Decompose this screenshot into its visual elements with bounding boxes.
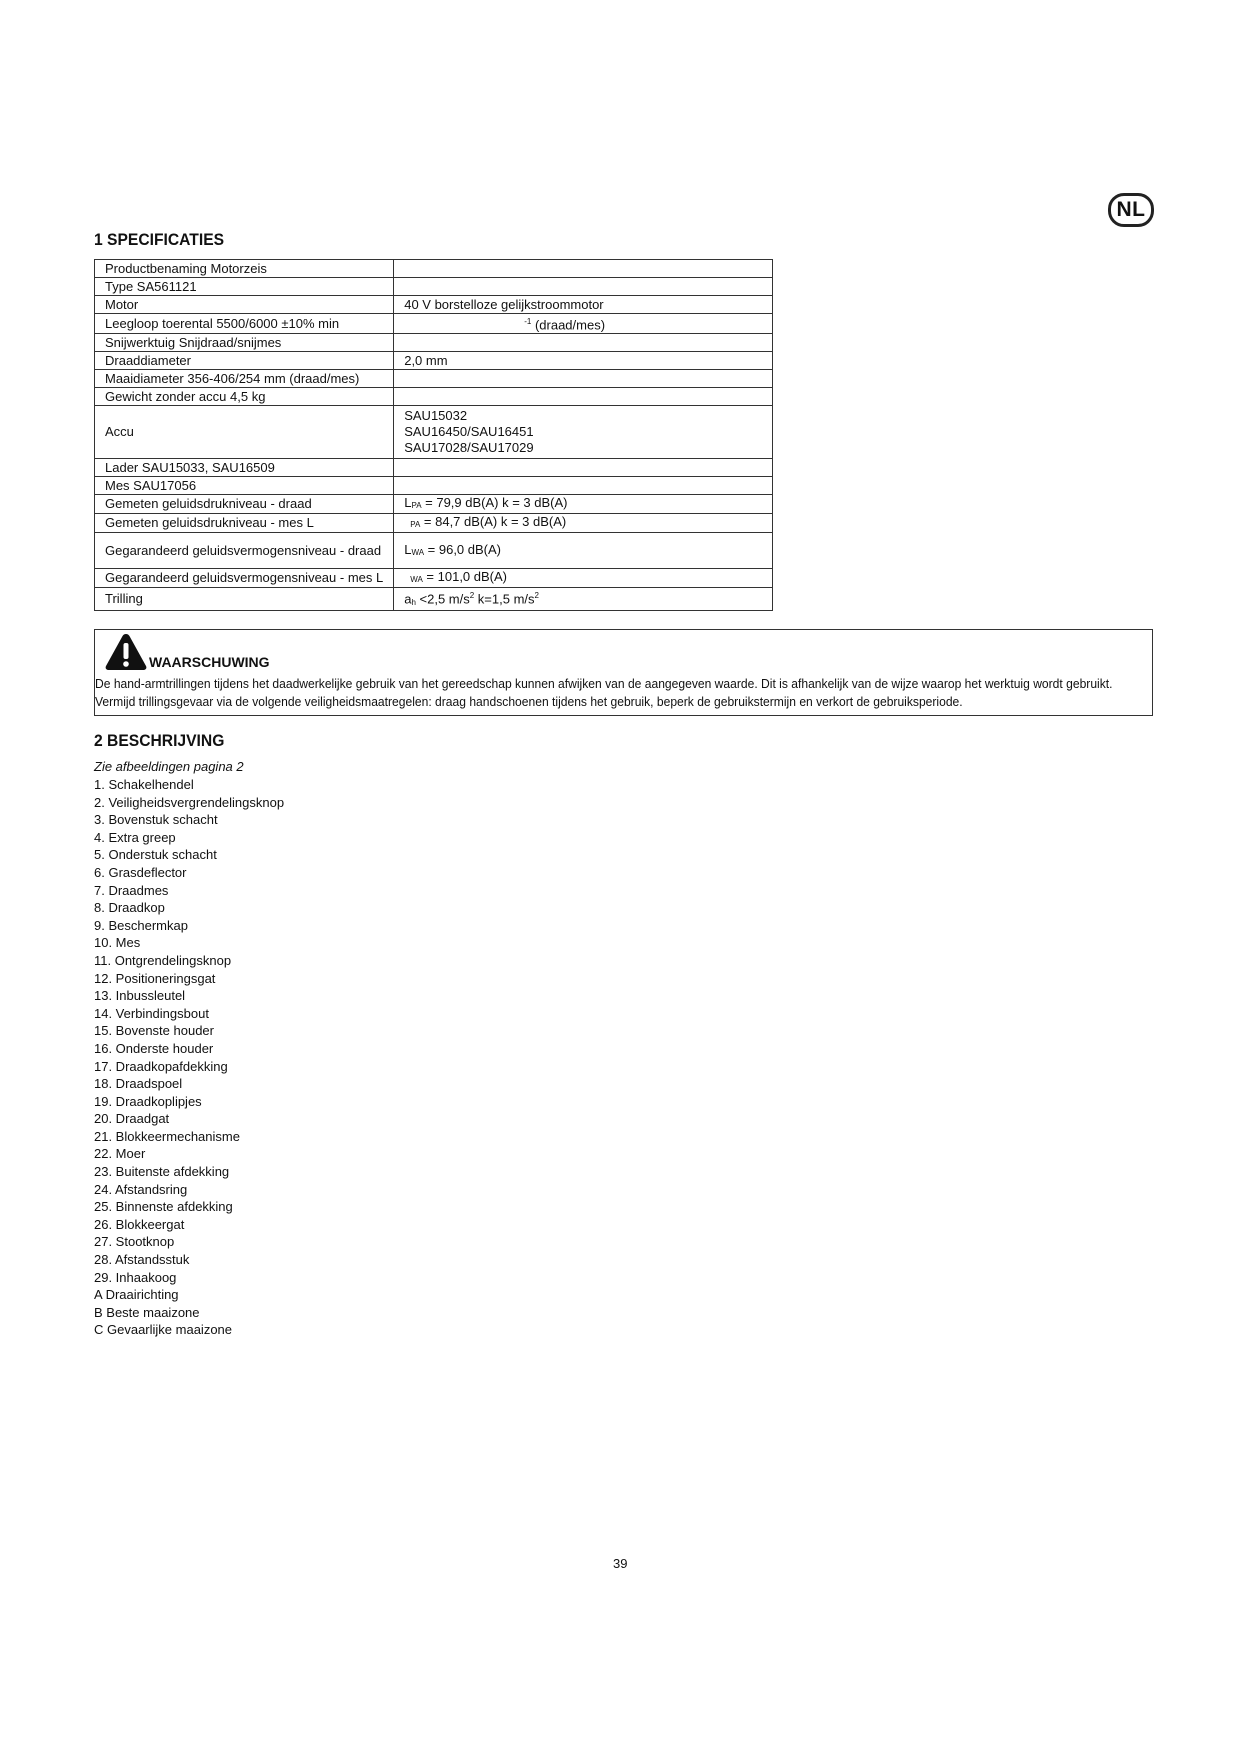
list-item: 10. Mes xyxy=(94,935,141,951)
spec-value: 40 V borstelloze gelijkstroommotor xyxy=(394,296,773,314)
list-item: 24. Afstandsring xyxy=(94,1181,188,1197)
battery-model: SAU15032 xyxy=(404,408,468,424)
section-beschrijving-title: 2 BESCHRIJVING xyxy=(94,731,225,750)
spec-value xyxy=(394,569,773,588)
spec-label: Gegarandeerd geluidsvermogensniveau - mes L xyxy=(95,569,394,588)
spec-value xyxy=(394,533,773,569)
superscript: 2 xyxy=(534,591,539,601)
spec-value xyxy=(394,477,773,495)
spec-value xyxy=(394,459,773,477)
list-item: 7. Draadmes xyxy=(94,882,169,898)
spec-label: Gemeten geluidsdrukniveau - mes L xyxy=(95,514,394,533)
table-row xyxy=(95,296,773,314)
symbol: L xyxy=(404,495,412,511)
table-row xyxy=(95,370,773,388)
spec-value xyxy=(394,370,773,388)
list-item: B Beste maaizone xyxy=(94,1304,200,1320)
table-row xyxy=(95,533,773,569)
spec-label: Type SA561121 xyxy=(95,278,394,296)
spec-value xyxy=(394,388,773,406)
table-row xyxy=(95,514,773,533)
list-item: 14. Verbindingsbout xyxy=(94,1005,209,1021)
battery-model: SAU17028/SAU17029 xyxy=(404,440,534,456)
subscript: h xyxy=(411,597,416,607)
table-row xyxy=(95,314,773,334)
spec-label: Accu xyxy=(95,406,394,459)
spec-label: Maaidiameter 356-406/254 mm (draad/mes) xyxy=(95,370,394,388)
subscript: PA xyxy=(411,501,422,511)
spec-value-text: <2,5 m/s xyxy=(415,591,470,607)
list-item: 8. Draadkop xyxy=(94,900,165,916)
table-row xyxy=(95,406,773,459)
spec-label: Trilling xyxy=(95,588,394,610)
list-item: 26. Blokkeergat xyxy=(94,1216,185,1232)
spec-value: 2,0 mm xyxy=(394,352,773,370)
spec-value xyxy=(394,260,773,278)
list-item: 28. Afstandsstuk xyxy=(94,1252,190,1268)
list-item: 13. Inbussleutel xyxy=(94,988,186,1004)
see-figures-note: Zie afbeeldingen pagina 2 xyxy=(94,759,244,774)
list-item: 16. Onderste houder xyxy=(94,1040,214,1056)
table-row xyxy=(95,569,773,588)
spec-value xyxy=(394,406,773,459)
warning-title: WAARSCHUWING xyxy=(149,654,270,670)
list-item: 27. Stootknop xyxy=(94,1234,175,1250)
spec-label: Leegloop toerental 5500/6000 ±10% min xyxy=(95,314,394,334)
subscript: WA xyxy=(411,547,425,557)
table-row xyxy=(95,334,773,352)
spec-value xyxy=(394,495,773,514)
list-item: 5. Onderstuk schacht xyxy=(94,847,217,863)
page-number: 39 xyxy=(613,1556,628,1571)
spec-label: Gemeten geluidsdrukniveau - draad xyxy=(95,495,394,514)
table-row xyxy=(95,495,773,514)
spec-label: Draaddiameter xyxy=(95,352,394,370)
list-item: A Draairichting xyxy=(94,1287,179,1303)
spec-label: Lader SAU15033, SAU16509 xyxy=(95,459,394,477)
list-item: 29. Inhaakoog xyxy=(94,1269,177,1285)
table-row xyxy=(95,588,773,610)
warning-text: De hand-armtrillingen tijdens het daadwerkelijke gebruik van het gereedschap kunnen afwijken van de aangegeven waarde. Dit is afhankelijk van de wijze waarop het werktuig wordt gebruikt. Vermijd trillingsgevaar via de volgende veiligheidsmaatregelen: draag handschoenen tijdens het gebruik, beperk de gebruikstermijn en verkort de gebruiksperiode. xyxy=(95,676,1113,709)
warning-triangle-icon xyxy=(105,633,147,671)
list-item: 2. Veiligheidsvergrendelingsknop xyxy=(94,794,285,810)
table-row xyxy=(95,260,773,278)
spec-value-text: = 101,0 dB(A) xyxy=(422,569,508,585)
symbol: a xyxy=(404,591,412,607)
list-item: 3. Bovenstuk schacht xyxy=(94,812,218,828)
symbol: L xyxy=(404,541,412,557)
spec-value xyxy=(394,588,773,610)
list-item: 9. Beschermkap xyxy=(94,917,188,933)
table-row xyxy=(95,477,773,495)
spec-value xyxy=(394,314,773,334)
list-item: 1. Schakelhendel xyxy=(94,777,194,792)
list-item: 25. Binnenste afdekking xyxy=(94,1199,233,1215)
table-row xyxy=(95,459,773,477)
subscript: PA xyxy=(410,520,421,530)
list-item: 22. Moer xyxy=(94,1146,146,1162)
spec-label: Gegarandeerd geluidsvermogensniveau - draad xyxy=(95,533,394,569)
list-item: 15. Bovenste houder xyxy=(94,1023,214,1039)
table-row xyxy=(95,352,773,370)
list-item: 23. Buitenste afdekking xyxy=(94,1164,230,1180)
superscript: -1 xyxy=(524,317,532,326)
spec-value-text: (draad/mes) xyxy=(531,317,606,333)
battery-model: SAU16450/SAU16451 xyxy=(404,424,534,440)
table-row xyxy=(95,388,773,406)
list-item: 4. Extra greep xyxy=(94,829,176,845)
spec-value-text: = 96,0 dB(A) xyxy=(424,541,502,557)
spec-label: Gewicht zonder accu 4,5 kg xyxy=(95,388,394,406)
section-specificaties-title: 1 SPECIFICATIES xyxy=(94,230,225,249)
language-badge: NL xyxy=(1108,193,1154,227)
list-item: 11. Ontgrendelingsknop xyxy=(94,952,232,968)
list-item: 20. Draadgat xyxy=(94,1111,170,1127)
spec-value xyxy=(394,278,773,296)
specifications-table xyxy=(94,259,773,611)
spec-value xyxy=(394,514,773,533)
list-item: 18. Draadspoel xyxy=(94,1076,183,1092)
list-item: 17. Draadkopafdekking xyxy=(94,1058,228,1074)
subscript: WA xyxy=(410,575,423,585)
superscript: 2 xyxy=(469,591,475,601)
spec-label: Snijwerktuig Snijdraad/snijmes xyxy=(95,334,394,352)
spec-value-text: k=1,5 m/s xyxy=(474,591,535,607)
spec-value xyxy=(394,334,773,352)
spec-value-text: = 79,9 dB(A) k = 3 dB(A) xyxy=(421,495,568,511)
spec-label: Mes SAU17056 xyxy=(95,477,394,495)
spec-label: Productbenaming Motorzeis xyxy=(95,260,394,278)
spec-value-text: = 84,7 dB(A) k = 3 dB(A) xyxy=(420,514,567,530)
list-item: 21. Blokkeermechanisme xyxy=(94,1128,240,1144)
parts-list xyxy=(94,776,284,1339)
table-row xyxy=(95,278,773,296)
list-item: 19. Draadkoplipjes xyxy=(94,1093,202,1109)
list-item: C Gevaarlijke maaizone xyxy=(94,1322,233,1338)
list-item: 6. Grasdeflector xyxy=(94,864,187,880)
list-item: 12. Positioneringsgat xyxy=(94,970,216,986)
spec-label: Motor xyxy=(95,296,394,314)
warning-box xyxy=(94,629,1153,716)
